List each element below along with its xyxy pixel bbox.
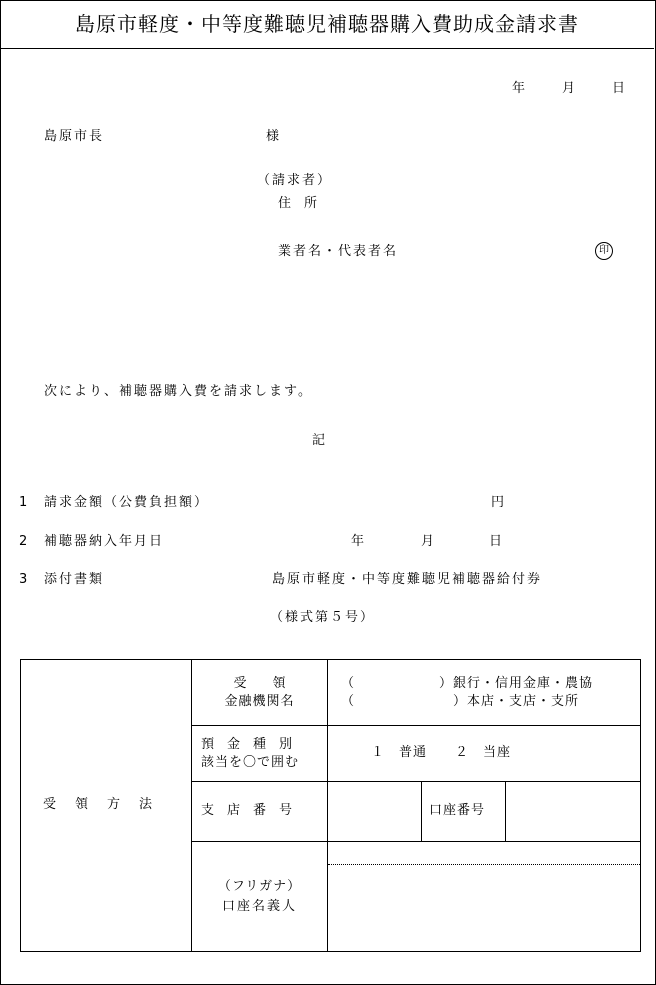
table-line [191,841,640,842]
bank-value-line2: （ ）本店・支店・支所 [341,694,580,709]
item-1-unit: 円 [491,495,505,510]
account-holder-label: 口座名義人 [221,899,297,914]
table-line [327,660,328,951]
page-title: 島原市軽度・中等度難聴児補聴器購入費助成金請求書 [75,12,579,36]
furigana-dotted-line [328,864,640,865]
bank-label-line1: 受 領 [233,676,286,691]
addressee-name: 島原市長 [44,129,105,144]
table-line [505,781,506,841]
item-1-label: 請求金額（公費負担額） [44,495,210,510]
receipt-method-label: 受 領 方 法 [43,797,156,812]
table-line [191,781,640,782]
bank-value-line1: （ ）銀行・信用金庫・農協 [341,676,594,691]
account-number-label: 口座番号 [429,803,486,818]
deposit-type-label-line1: 預 金 種 別 [201,737,293,752]
item-2-label: 補聴器納入年月日 [44,534,165,549]
item-2-day: 日 [489,534,503,549]
item-3-value: 島原市軽度・中等度難聴児補聴器給付券 [272,572,543,587]
account-holder-furigana-label: （フリガナ） [217,879,302,894]
item-3-number: 3 [19,572,28,587]
intro-text: 次により、補聴器購入費を請求します。 [44,384,313,399]
title-bar [0,0,654,49]
date-year-label: 年 [512,81,526,96]
ki-heading: 記 [312,433,326,448]
receipt-method-table [20,659,641,952]
claimant-address-label: 住 所 [278,196,318,211]
item-3-label: 添付書類 [44,572,105,587]
item-1-number: 1 [19,495,28,510]
bank-label-line2: 金融機関名 [224,694,295,709]
deposit-type-options: １ 普通 ２ 当座 [371,745,512,760]
item-2-month: 月 [421,534,435,549]
item-3-value2: （様式第５号） [270,610,376,625]
table-line [191,725,640,726]
date-month-label: 月 [562,81,576,96]
claimant-label: （請求者） [257,173,333,188]
item-2-number: 2 [19,534,28,549]
claimant-business-label: 業者名・代表者名 [278,244,399,259]
item-2-year: 年 [351,534,365,549]
seal-mark: 印 [595,242,613,260]
addressee-suffix: 様 [266,129,280,144]
branch-number-label: 支 店 番 号 [201,803,293,818]
date-day-label: 日 [612,81,626,96]
table-line [421,781,422,841]
deposit-type-label-line2: 該当を〇で囲む [201,755,300,770]
